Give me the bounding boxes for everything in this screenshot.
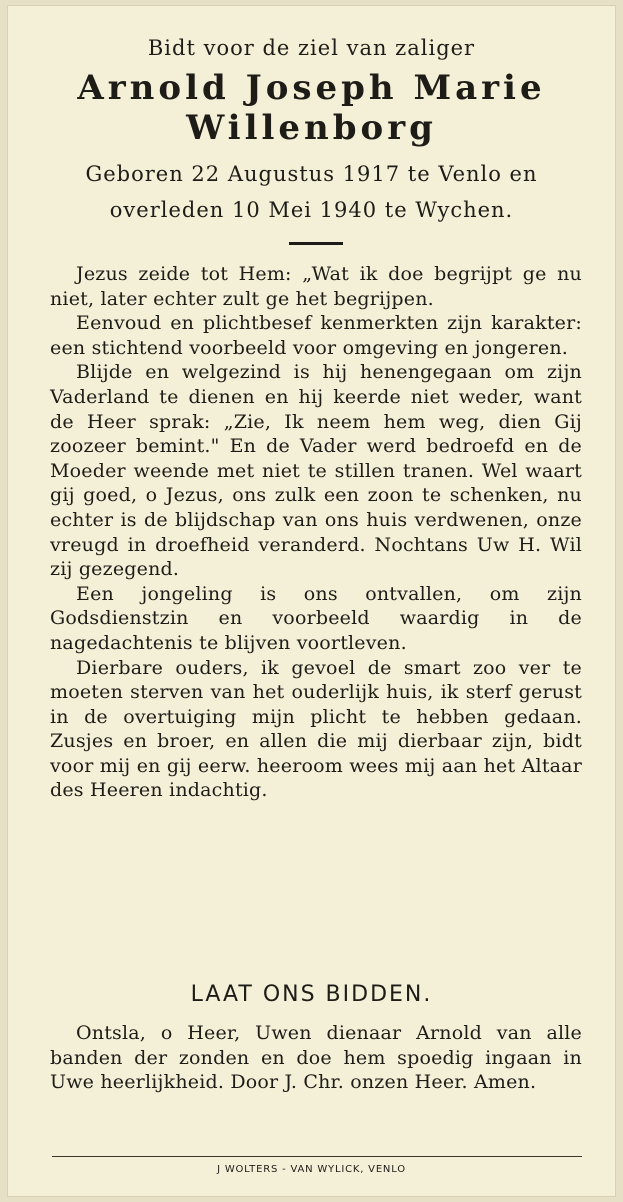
deceased-name-line2: Willenborg: [186, 108, 437, 148]
prayer-title: LAAT ONS BIDDEN.: [190, 982, 433, 1007]
prayer-text: [50, 1021, 582, 1095]
paragraph: Dierbare ouders, ik gevoel de smart zoo ver te moeten sterven van het ouderlijk huis, ik sterf gerust in de overtuiging mijn plicht te hebben gedaan. Zusjes en broer, en allen die mij dierbaar zijn, bidt voor mij en gij eerw. heeroom wees mij aan het Altaar des Heeren indachtig.: [50, 656, 582, 802]
footer-rule: [52, 1156, 582, 1157]
death-line: overleden 10 Mei 1940 te Wychen.: [109, 198, 514, 222]
deceased-name-line1: Arnold Joseph Marie: [77, 68, 546, 108]
paragraph: Blijde en welgezind is hij henengegaan om zijn Vaderland te dienen en hij keerde niet weder, want de Heer sprak: „Zie, Ik neem hem weg, dien Gij zoozeer bemint." En de Vader werd bedroefd en de Moeder weende met niet te stillen tranen. Wel waart gij goed, o Jezus, ons zulk een zoon te schenken, nu echter is de blijdschap van ons huis verdwenen, onze vreugd in droefheid veranderd. Nochtans Uw H. Wil zij gezegend.: [50, 361, 582, 581]
paragraph: Jezus zeide tot Hem: „Wat ik doe begrijpt ge nu niet, later echter zult ge het begrijpen.: [50, 263, 582, 310]
birth-line: Geboren 22 Augustus 1917 te Venlo en: [85, 162, 538, 186]
separator-rule: [289, 242, 343, 245]
intro-line: Bidt voor de ziel van zaliger: [147, 36, 476, 60]
memorial-text: [50, 262, 582, 803]
paragraph: Eenvoud en plichtbesef kenmerkten zijn karakter: een stichtend voorbeeld voor omgeving en jongeren.: [50, 312, 582, 359]
paragraph: Een jongeling is ons ontvallen, om zijn Godsdienstzin en voorbeeld waardig in de nagedachtenis te blijven voortleven.: [50, 582, 582, 654]
paragraph: Ontsla, o Heer, Uwen dienaar Arnold van alle banden der zonden en doe hem spoedig ingaan in Uwe heerlijkheid. Door J. Chr. onzen Heer. Amen.: [50, 1022, 582, 1094]
printer-credit: J WOLTERS - VAN WYLICK, VENLO: [217, 1164, 406, 1175]
